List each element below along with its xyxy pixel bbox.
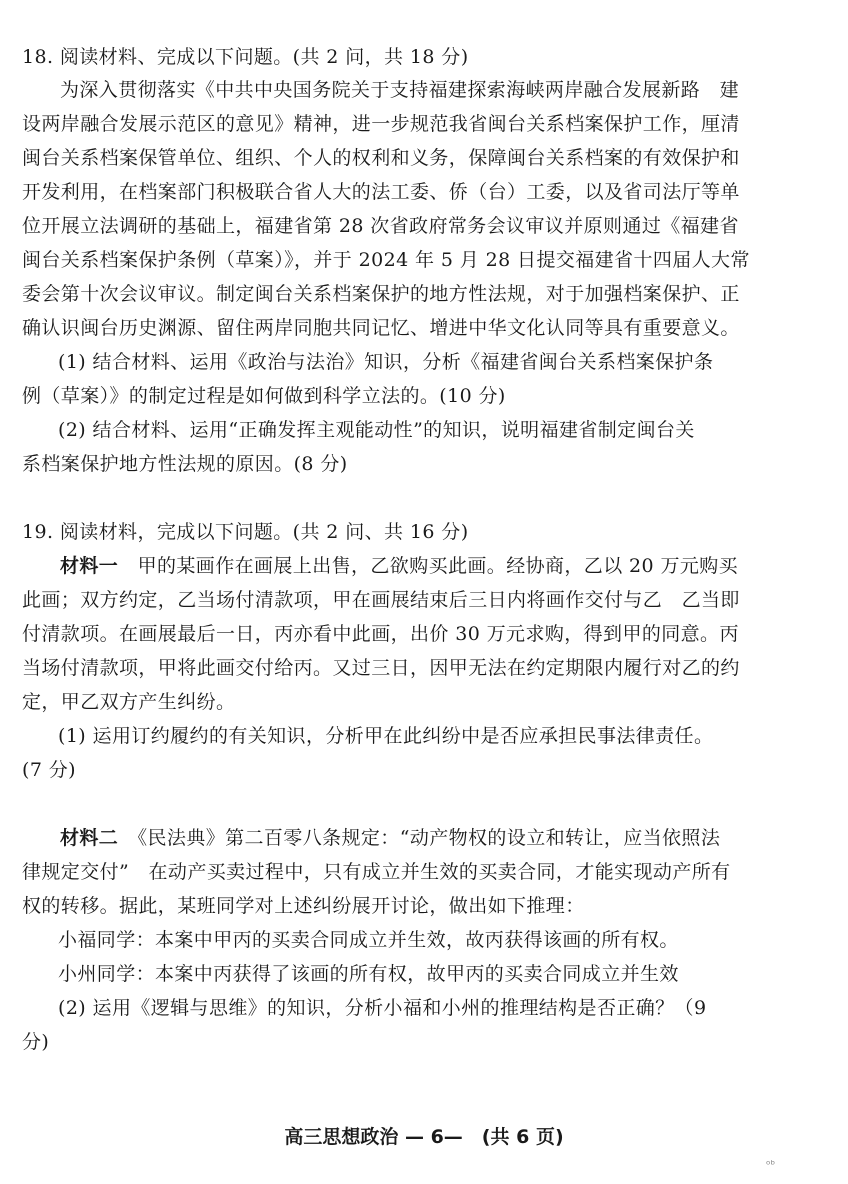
q19-header: 19. 阅读材料，完成以下问题。(共 2 问、共 16 分) bbox=[22, 521, 469, 543]
q19-material-2-line: 权的转移。据此，某班同学对上述纠纷展开讨论，做出如下推理： bbox=[22, 895, 585, 917]
q18-material-line: 闽台关系档案保管单位、组织、个人的权利和义务，保障闽台关系档案的有效保护和 bbox=[22, 147, 740, 169]
q19-material-1-line: 定，甲乙双方产生纠纷。 bbox=[22, 691, 236, 713]
q19-material-2-label: 材料二 bbox=[60, 827, 119, 849]
q19-material-1-label: 材料一 bbox=[60, 555, 119, 577]
q19-material-1-line: 当场付清款项，甲将此画交付给丙。又过三日，因甲无法在约定期限内履行对乙的约 bbox=[22, 657, 740, 679]
q19-subquestion-1-cont: (7 分) bbox=[22, 759, 76, 781]
q18-material-line: 为深入贯彻落实《中共中央国务院关于支持福建探索海峡两岸融合发展新路 建 bbox=[60, 79, 740, 101]
q19-material-2-text: 《民法典》第二百零八条规定：“动产物权的设立和转让，应当依照法 bbox=[118, 827, 721, 849]
q18-header: 18. 阅读材料、完成以下问题。(共 2 问，共 18 分) bbox=[22, 46, 469, 68]
q19-subquestion-2-cont: 分) bbox=[22, 1031, 50, 1053]
q19-student-xiaofu: 小福同学：本案中甲丙的买卖合同成立并生效，故丙获得该画的所有权。 bbox=[58, 929, 679, 951]
corner-watermark: ᵒᵇ bbox=[766, 1158, 776, 1171]
q19-material-1-line: 此画；双方约定，乙当场付清款项，甲在画展结束后三日内将画作交付与乙 乙当即 bbox=[22, 589, 740, 611]
q18-material-line: 委会第十次会议审议。制定闽台关系档案保护的地方性法规，对于加强档案保护、正 bbox=[22, 283, 740, 305]
q18-material-line: 闽台关系档案保护条例（草案）》，并于 2024 年 5 月 28 日提交福建省十四届人大常 bbox=[22, 249, 750, 271]
q19-material-1-line: 付清款项。在画展最后一日，丙亦看中此画，出价 30 万元求购，得到甲的同意。丙 bbox=[22, 623, 739, 645]
page-footer: 高三思想政治 — 6— (共 6 页) bbox=[284, 1126, 564, 1148]
q18-subquestion-2: (2) 结合材料、运用“正确发挥主观能动性”的知识，说明福建省制定闽台关 bbox=[58, 419, 695, 441]
q19-material-2-line: 律规定交付” 在动产买卖过程中，只有成立并生效的买卖合同，才能实现动产所有 bbox=[22, 861, 731, 883]
q19-student-xiaozhou: 小州同学：本案中丙获得了该画的所有权，故甲丙的买卖合同成立并生效 bbox=[58, 963, 679, 985]
q18-subquestion-1: (1) 结合材料、运用《政治与法治》知识，分析《福建省闽台关系档案保护条 bbox=[58, 351, 714, 373]
q19-material-1-line bbox=[60, 554, 800, 578]
q18-material-line: 开发利用，在档案部门积极联合省人大的法工委、侨（台）工委，以及省司法厅等单 bbox=[22, 181, 740, 203]
q19-subquestion-1: (1) 运用订约履约的有关知识，分析甲在此纠纷中是否应承担民事法律责任。 bbox=[58, 725, 714, 747]
q18-material-line: 位开展立法调研的基础上，福建省第 28 次省政府常务会议审议并原则通过《福建省 bbox=[22, 215, 739, 237]
q18-subquestion-2-cont: 系档案保护地方性法规的原因。(8 分) bbox=[22, 453, 348, 475]
q18-material-line: 确认识闽台历史渊源、留住两岸同胞共同记忆、增进中华文化认同等具有重要意义。 bbox=[22, 317, 740, 339]
q19-material-2-line bbox=[60, 826, 800, 850]
q19-subquestion-2: (2) 运用《逻辑与思维》的知识，分析小福和小州的推理结构是否正确？（9 bbox=[58, 997, 707, 1019]
q19-material-1-text: 甲的某画作在画展上出售，乙欲购买此画。经协商，乙以 20 万元购买 bbox=[118, 555, 739, 577]
q18-material-line: 设两岸融合发展示范区的意见》精神，进一步规范我省闽台关系档案保护工作，厘清 bbox=[22, 113, 740, 135]
q18-subquestion-1-cont: 例（草案）》的制定过程是如何做到科学立法的。(10 分) bbox=[22, 385, 506, 407]
